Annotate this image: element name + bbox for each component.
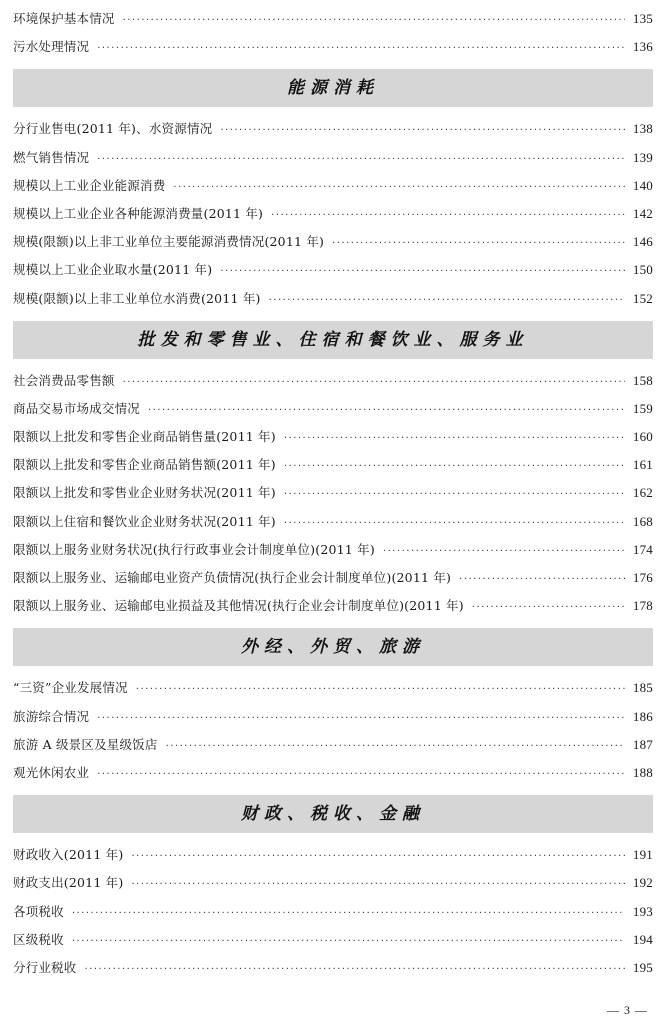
- toc-entry-page: 136: [632, 39, 653, 55]
- toc-entry[interactable]: [13, 592, 653, 620]
- toc-entry-page: 191: [632, 847, 653, 863]
- toc-entry-page: 194: [632, 931, 653, 947]
- dot-leader: [97, 35, 625, 63]
- toc-entry-page: 192: [632, 875, 653, 891]
- toc-entry[interactable]: [13, 479, 653, 507]
- section-heading: 外经、外贸、旅游: [13, 628, 653, 666]
- toc-entry-page: 160: [632, 429, 653, 445]
- toc-entry-page: 161: [632, 457, 653, 473]
- toc-entry[interactable]: [13, 423, 653, 451]
- toc-entry[interactable]: [13, 395, 653, 423]
- toc-entry-title: 旅游综合情况: [13, 708, 90, 724]
- toc-entry-title: 规模(限额)以上非工业单位主要能源消费情况(2011 年): [13, 234, 325, 250]
- toc-entry-page: 135: [632, 11, 653, 26]
- dot-leader: [166, 733, 625, 761]
- toc-entry-page: 195: [632, 959, 653, 975]
- dot-leader: [123, 369, 625, 397]
- toc-entry-title: 社会消费品零售额: [13, 372, 115, 388]
- dot-leader: [284, 453, 625, 481]
- toc-entry[interactable]: [13, 536, 653, 564]
- toc-entry-page: 186: [632, 708, 653, 724]
- toc-entry[interactable]: [13, 564, 653, 592]
- toc-entry-page: 185: [632, 680, 653, 696]
- toc-entry[interactable]: [13, 115, 653, 143]
- toc-entry-page: 158: [632, 372, 653, 388]
- dot-leader: [173, 174, 625, 202]
- dot-leader: [136, 676, 625, 704]
- toc-entry[interactable]: [13, 674, 653, 702]
- toc-entry-page: 138: [632, 121, 653, 137]
- toc-entry-title: 燃气销售情况: [13, 149, 90, 165]
- toc-entry-page: 140: [632, 177, 653, 193]
- dot-leader: [123, 7, 625, 35]
- toc-entry[interactable]: [13, 759, 653, 787]
- toc-entry[interactable]: [13, 508, 653, 536]
- toc-entry[interactable]: [13, 33, 653, 61]
- toc-entry-page: 187: [632, 736, 653, 752]
- toc-entry-page: 159: [632, 400, 653, 416]
- toc-entry-title: 观光休闲农业: [13, 764, 90, 780]
- toc-entry-title: 限额以上批发和零售企业商品销售额(2011 年): [13, 457, 276, 473]
- toc-entry[interactable]: [13, 451, 653, 479]
- toc-entry-page: 146: [632, 234, 653, 250]
- toc-entry-page: 152: [632, 290, 653, 306]
- toc-entry-page: 193: [632, 903, 653, 919]
- toc-entry[interactable]: [13, 898, 653, 926]
- toc-entry[interactable]: [13, 228, 653, 256]
- section-heading: 财政、税收、金融: [13, 795, 653, 833]
- toc-entry[interactable]: [13, 841, 653, 869]
- dot-leader: [284, 425, 625, 453]
- toc-entry[interactable]: [13, 926, 653, 954]
- toc-entry-title: 限额以上批发和零售企业商品销售量(2011 年): [13, 429, 276, 445]
- toc-entry-title: 限额以上批发和零售业企业财务状况(2011 年): [13, 485, 276, 501]
- toc-entry-title: 商品交易市场成交情况: [13, 400, 141, 416]
- toc-entry-title: 环境保护基本情况: [13, 11, 115, 26]
- dot-leader: [271, 202, 625, 230]
- dot-leader: [131, 843, 625, 871]
- dot-leader: [97, 705, 625, 733]
- toc-entry[interactable]: [13, 172, 653, 200]
- dot-leader: [332, 230, 625, 258]
- toc-entry[interactable]: [13, 5, 653, 33]
- dot-leader: [269, 287, 625, 315]
- toc-entry-title: 规模(限额)以上非工业单位水消费(2011 年): [13, 290, 261, 306]
- toc-entry-title: 规模以上工业企业各种能源消费量(2011 年): [13, 205, 264, 221]
- toc-entry-page: 176: [632, 570, 653, 585]
- toc-entry-page: 174: [632, 541, 653, 557]
- toc-entry-title: 分行业税收: [13, 959, 77, 975]
- dot-leader: [220, 258, 625, 286]
- toc-entry[interactable]: [13, 367, 653, 395]
- dot-leader: [148, 397, 625, 425]
- toc-entry[interactable]: [13, 954, 653, 982]
- toc-entry-title: “三资”企业发展情况: [13, 680, 128, 696]
- page-number-footer: — 3 —: [607, 1003, 648, 1017]
- dot-leader: [72, 928, 625, 956]
- dot-leader: [97, 146, 625, 174]
- toc-entry[interactable]: [13, 869, 653, 897]
- table-of-contents: [13, 5, 653, 982]
- toc-entry-title: 财政收入(2011 年): [13, 847, 124, 863]
- section-heading: 批发和零售业、住宿和餐饮业、服务业: [13, 321, 653, 359]
- toc-entry[interactable]: [13, 200, 653, 228]
- toc-entry-page: 150: [632, 262, 653, 278]
- toc-entry-title: 区级税收: [13, 931, 64, 947]
- toc-entry[interactable]: [13, 703, 653, 731]
- dot-leader: [284, 510, 625, 538]
- dot-leader: [383, 538, 625, 566]
- toc-entry-page: 178: [632, 598, 653, 614]
- toc-entry-page: 139: [632, 149, 653, 165]
- toc-entry-title: 旅游 A 级景区及星级饭店: [13, 736, 158, 752]
- toc-entry-page: 168: [632, 513, 653, 529]
- toc-entry-title: 规模以上工业企业取水量(2011 年): [13, 262, 213, 278]
- dot-leader: [131, 871, 625, 899]
- dot-leader: [284, 481, 625, 509]
- dot-leader: [220, 117, 625, 145]
- toc-entry-title: 财政支出(2011 年): [13, 875, 124, 891]
- toc-entry-title: 污水处理情况: [13, 39, 90, 55]
- toc-entry[interactable]: [13, 731, 653, 759]
- toc-entry-title: 限额以上服务业、运输邮电业资产负债情况(执行企业会计制度单位)(2011 年): [13, 570, 452, 585]
- dot-leader: [472, 594, 625, 622]
- toc-entry-title: 规模以上工业企业能源消费: [13, 177, 166, 193]
- dot-leader: [85, 956, 625, 984]
- toc-entry-title: 限额以上住宿和餐饮业企业财务状况(2011 年): [13, 513, 276, 529]
- toc-entry-page: 162: [632, 485, 653, 501]
- toc-entry[interactable]: [13, 144, 653, 172]
- toc-entry-page: 142: [632, 205, 653, 221]
- toc-entry-title: 限额以上服务业、运输邮电业损益及其他情况(执行企业会计制度单位)(2011 年): [13, 598, 464, 614]
- dot-leader: [97, 761, 625, 789]
- toc-entry-title: 各项税收: [13, 903, 64, 919]
- dot-leader: [459, 566, 625, 594]
- toc-entry[interactable]: [13, 285, 653, 313]
- dot-leader: [72, 900, 625, 928]
- toc-entry-page: 188: [632, 764, 653, 780]
- toc-entry[interactable]: [13, 256, 653, 284]
- section-heading: 能源消耗: [13, 69, 653, 107]
- toc-entry-title: 限额以上服务业财务状况(执行行政事业会计制度单位)(2011 年): [13, 541, 375, 557]
- toc-entry-title: 分行业售电(2011 年)、水资源情况: [13, 121, 213, 137]
